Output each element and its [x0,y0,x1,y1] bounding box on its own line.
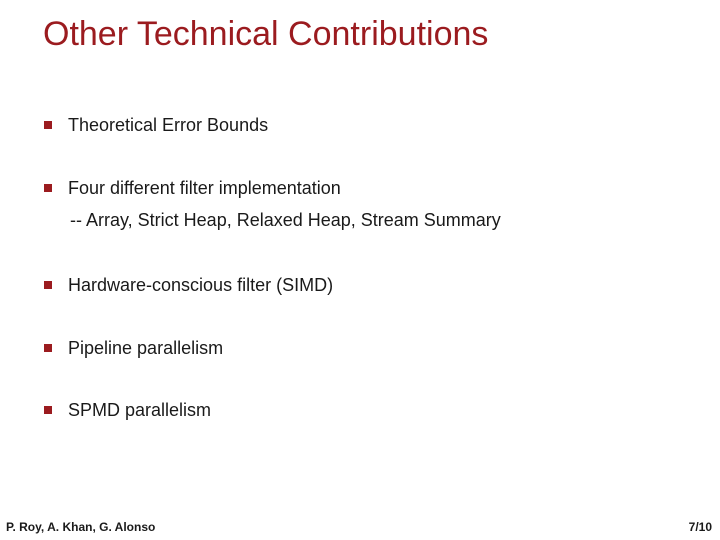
footer-authors: P. Roy, A. Khan, G. Alonso [6,520,156,534]
bullet-item [44,396,211,424]
square-bullet-icon [44,184,52,192]
bullet-text: Theoretical Error Bounds [68,115,269,135]
bullet-text: Pipeline parallelism [68,338,224,358]
slide-title: Other Technical Contributions [43,15,489,53]
square-bullet-icon [44,121,52,129]
bullet-item [44,334,223,362]
bullet-text: Four different filter implementation [68,178,341,198]
square-bullet-icon [44,281,52,289]
bullet-text: SPMD parallelism [68,400,212,420]
bullet-subtext: -- Array, Strict Heap, Relaxed Heap, Stream Summary [70,210,501,230]
square-bullet-icon [44,406,52,414]
bullet-text: Hardware-conscious filter (SIMD) [68,275,334,295]
bullet-item [44,111,268,139]
bullet-item [44,174,501,234]
square-bullet-icon [44,344,52,352]
bullet-item [44,271,333,299]
page-number: 7/10 [688,520,712,534]
